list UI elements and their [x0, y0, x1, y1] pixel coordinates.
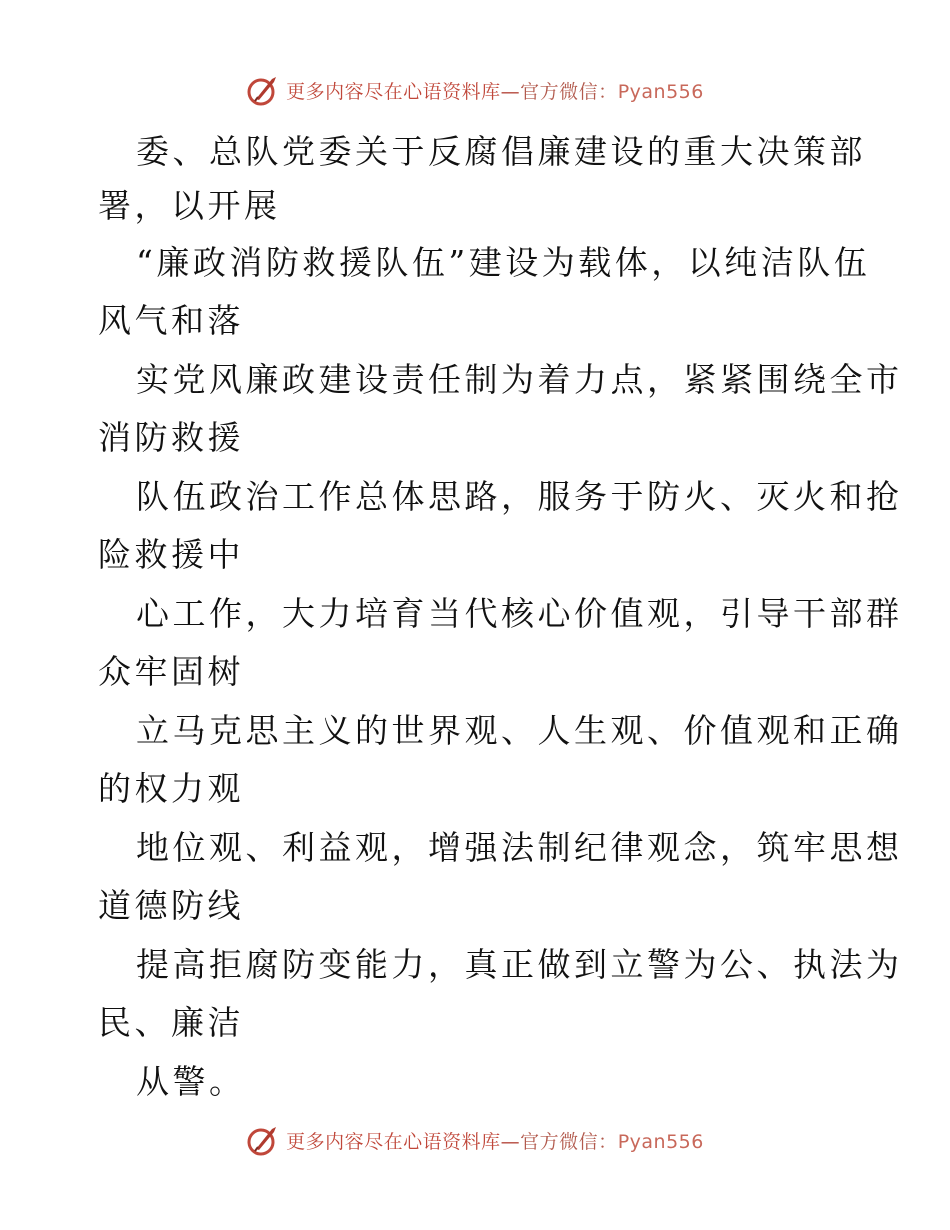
- text-line: 众牢固树: [98, 652, 244, 691]
- text-line: 消防救援: [98, 418, 244, 457]
- quill-pen-logo-icon: [246, 1123, 280, 1157]
- text-line: 道德防线: [98, 886, 244, 925]
- text-line: “廉政消防救援队伍”建设为载体，以纯洁队伍: [136, 243, 871, 282]
- text-line: 的权力观: [98, 769, 244, 808]
- text-line: 署，以开展: [98, 186, 281, 225]
- watermark-id: Pyan556: [617, 80, 704, 103]
- quill-pen-logo-icon: [246, 73, 280, 107]
- text-line: 民、廉洁: [98, 1003, 244, 1042]
- watermark-id: Pyan556: [617, 1130, 704, 1153]
- watermark-sub: 官方微信：: [520, 1130, 618, 1153]
- text-line: 地位观、利益观，增强法制纪律观念，筑牢思想: [136, 828, 903, 867]
- text-line: 队伍政治工作总体思路，服务于防火、灭火和抢: [136, 477, 903, 516]
- watermark-separator: —: [500, 80, 521, 103]
- watermark-main: 更多内容尽在心语资料库: [286, 80, 501, 103]
- footer-watermark: [0, 1120, 950, 1160]
- text-line: 委、总队党委关于反腐倡廉建设的重大决策部: [136, 132, 866, 171]
- text-line: 心工作，大力培育当代核心价值观，引导干部群: [136, 594, 903, 633]
- text-line: 风气和落: [98, 301, 244, 340]
- header-watermark: [0, 70, 950, 110]
- text-line: 实党风廉政建设责任制为着力点，紧紧围绕全市: [136, 360, 903, 399]
- watermark-separator: —: [500, 1130, 521, 1153]
- text-line: 险救援中: [98, 535, 244, 574]
- text-line: 立马克思主义的世界观、人生观、价值观和正确: [136, 711, 903, 750]
- watermark-main: 更多内容尽在心语资料库: [286, 1130, 501, 1153]
- text-line: 从警。: [136, 1062, 246, 1101]
- watermark-text: [286, 77, 704, 104]
- text-line: 提高拒腐防变能力，真正做到立警为公、执法为: [136, 945, 903, 984]
- watermark-sub: 官方微信：: [520, 80, 618, 103]
- watermark-text: [286, 1127, 704, 1154]
